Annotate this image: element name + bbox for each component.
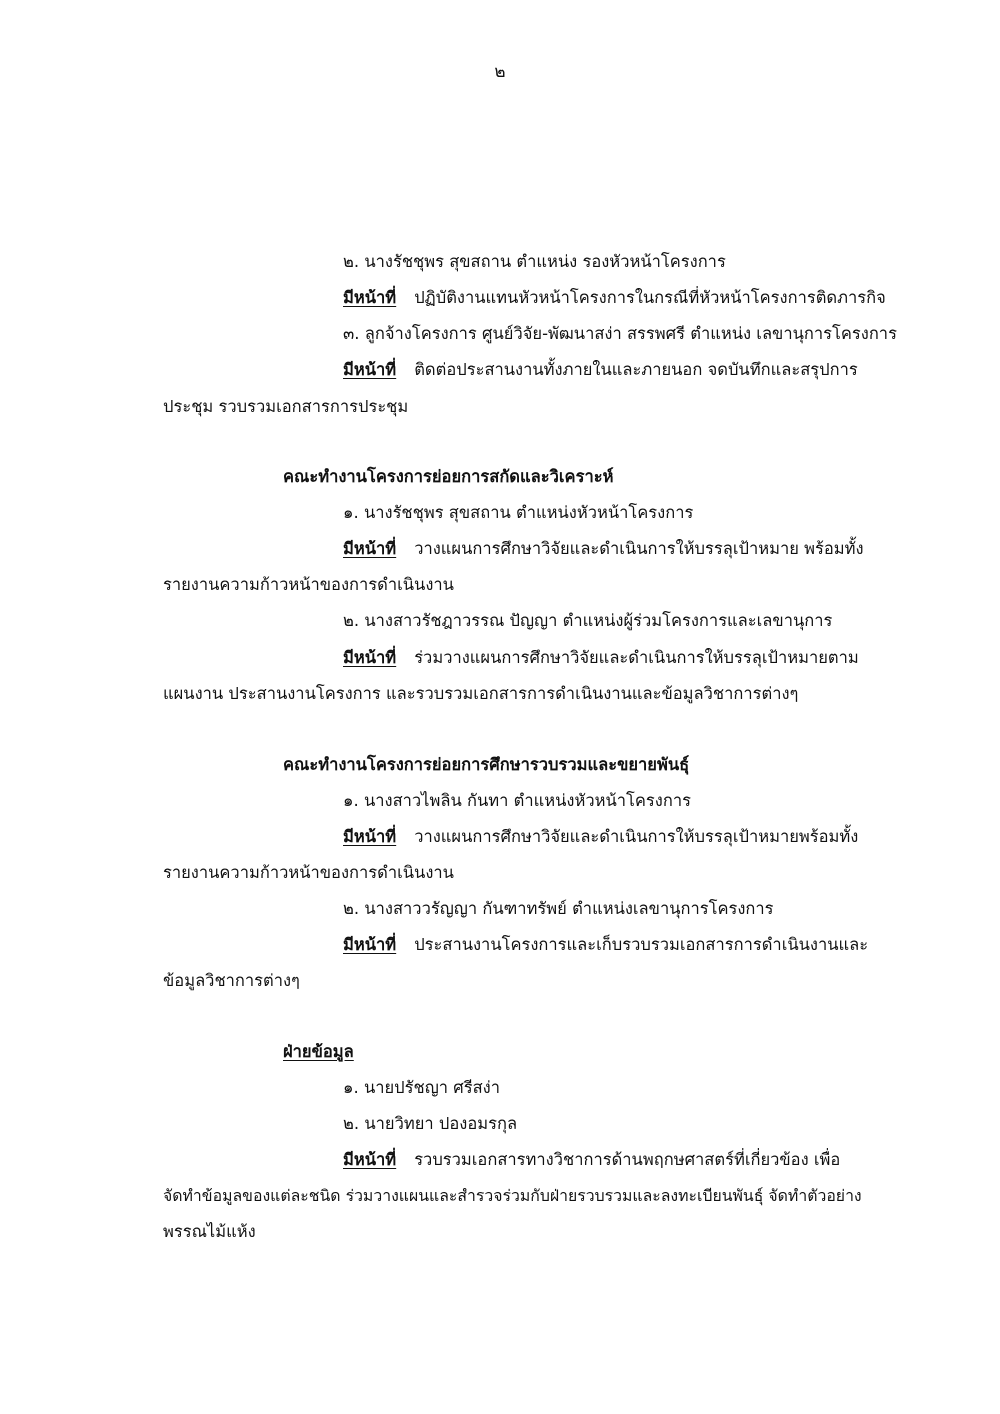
duty-label: มีหน้าที่ <box>343 360 397 379</box>
member-line: ๑. นางสาวไพลิน กันทา ตำแหน่งหัวหน้าโครงการ <box>343 791 691 810</box>
member-line: ๓. ลูกจ้างโครงการ ศูนย์วิจัย-พัฒนาสง่า สรรพศรี ตำแหน่ง เลขานุการโครงการ <box>343 324 897 343</box>
duty-label: มีหน้าที่ <box>343 1150 397 1169</box>
duty-label: มีหน้าที่ <box>343 648 397 667</box>
duty-line <box>343 537 864 561</box>
duty-text: วางแผนการศึกษาวิจัยและดำเนินการให้บรรลุเป้าหมาย พร้อมทั้ง <box>414 539 864 558</box>
duty-text: วางแผนการศึกษาวิจัยและดำเนินการให้บรรลุเป้าหมายพร้อมทั้ง <box>414 827 859 846</box>
duty-text: ติดต่อประสานงานทั้งภายในและภายนอก จดบันทึกและสรุปการ <box>414 360 858 379</box>
section-heading: คณะทำงานโครงการย่อยการสกัดและวิเคราะห์ <box>283 467 614 486</box>
member-line: ๒. นางรัชชุพร สุขสถาน ตำแหน่ง รองหัวหน้าโครงการ <box>343 252 726 271</box>
duty-line <box>343 646 859 670</box>
duty-label: มีหน้าที่ <box>343 288 397 307</box>
duty-text: รวบรวมเอกสารทางวิชาการด้านพฤกษศาสตร์ที่เกี่ยวข้อง เพื่อ <box>414 1150 841 1169</box>
duty-continuation: พรรณไม้แห้ง <box>163 1222 256 1241</box>
duty-continuation: รายงานความก้าวหน้าของการดำเนินงาน <box>163 575 454 594</box>
duty-text: ปฏิบัติงานแทนหัวหน้าโครงการในกรณีที่หัวหน้าโครงการติดภารกิจ <box>414 288 886 307</box>
duty-continuation: ข้อมูลวิชาการต่างๆ <box>163 971 300 990</box>
duty-label: มีหน้าที่ <box>343 539 397 558</box>
duty-line <box>343 286 886 310</box>
duty-continuation: จัดทำข้อมูลของแต่ละชนิด ร่วมวางแผนและสำรวจร่วมกับฝ่ายรวบรวมและลงทะเบียนพันธุ์ จัดทำตัวอย่าง <box>163 1186 862 1205</box>
duty-line <box>343 1148 840 1172</box>
member-line: ๑. นายปรัชญา ศรีสง่า <box>343 1078 501 1097</box>
duty-line <box>343 358 858 382</box>
member-line: ๑. นางรัชชุพร สุขสถาน ตำแหน่งหัวหน้าโครงการ <box>343 503 694 522</box>
duty-continuation: ประชุม รวบรวมเอกสารการประชุม <box>163 397 409 416</box>
duty-text: ร่วมวางแผนการศึกษาวิจัยและดำเนินการให้บรรลุเป้าหมายตาม <box>414 648 859 667</box>
section-heading: ฝ่ายข้อมูล <box>283 1042 354 1061</box>
duty-line <box>343 933 868 957</box>
duty-text: ประสานงานโครงการและเก็บรวบรวมเอกสารการดำเนินงานและ <box>414 935 869 954</box>
section-heading: คณะทำงานโครงการย่อยการศึกษารวบรวมและขยายพันธุ์ <box>283 755 690 774</box>
duty-label: มีหน้าที่ <box>343 827 397 846</box>
member-line: ๒. นางสาววรัญญา กันฑาทรัพย์ ตำแหน่งเลขานุการโครงการ <box>343 899 774 918</box>
duty-line <box>343 825 858 849</box>
member-line: ๒. นายวิทยา ปองอมรกุล <box>343 1114 518 1133</box>
duty-label: มีหน้าที่ <box>343 935 397 954</box>
page-number: ๒ <box>494 62 506 82</box>
duty-continuation: รายงานความก้าวหน้าของการดำเนินงาน <box>163 863 454 882</box>
member-line: ๒. นางสาวรัชฎาวรรณ ปัญญา ตำแหน่งผู้ร่วมโครงการและเลขานุการ <box>343 611 833 630</box>
duty-continuation: แผนงาน ประสานงานโครงการ และรวบรวมเอกสารการดำเนินงานและข้อมูลวิชาการต่างๆ <box>163 684 799 703</box>
